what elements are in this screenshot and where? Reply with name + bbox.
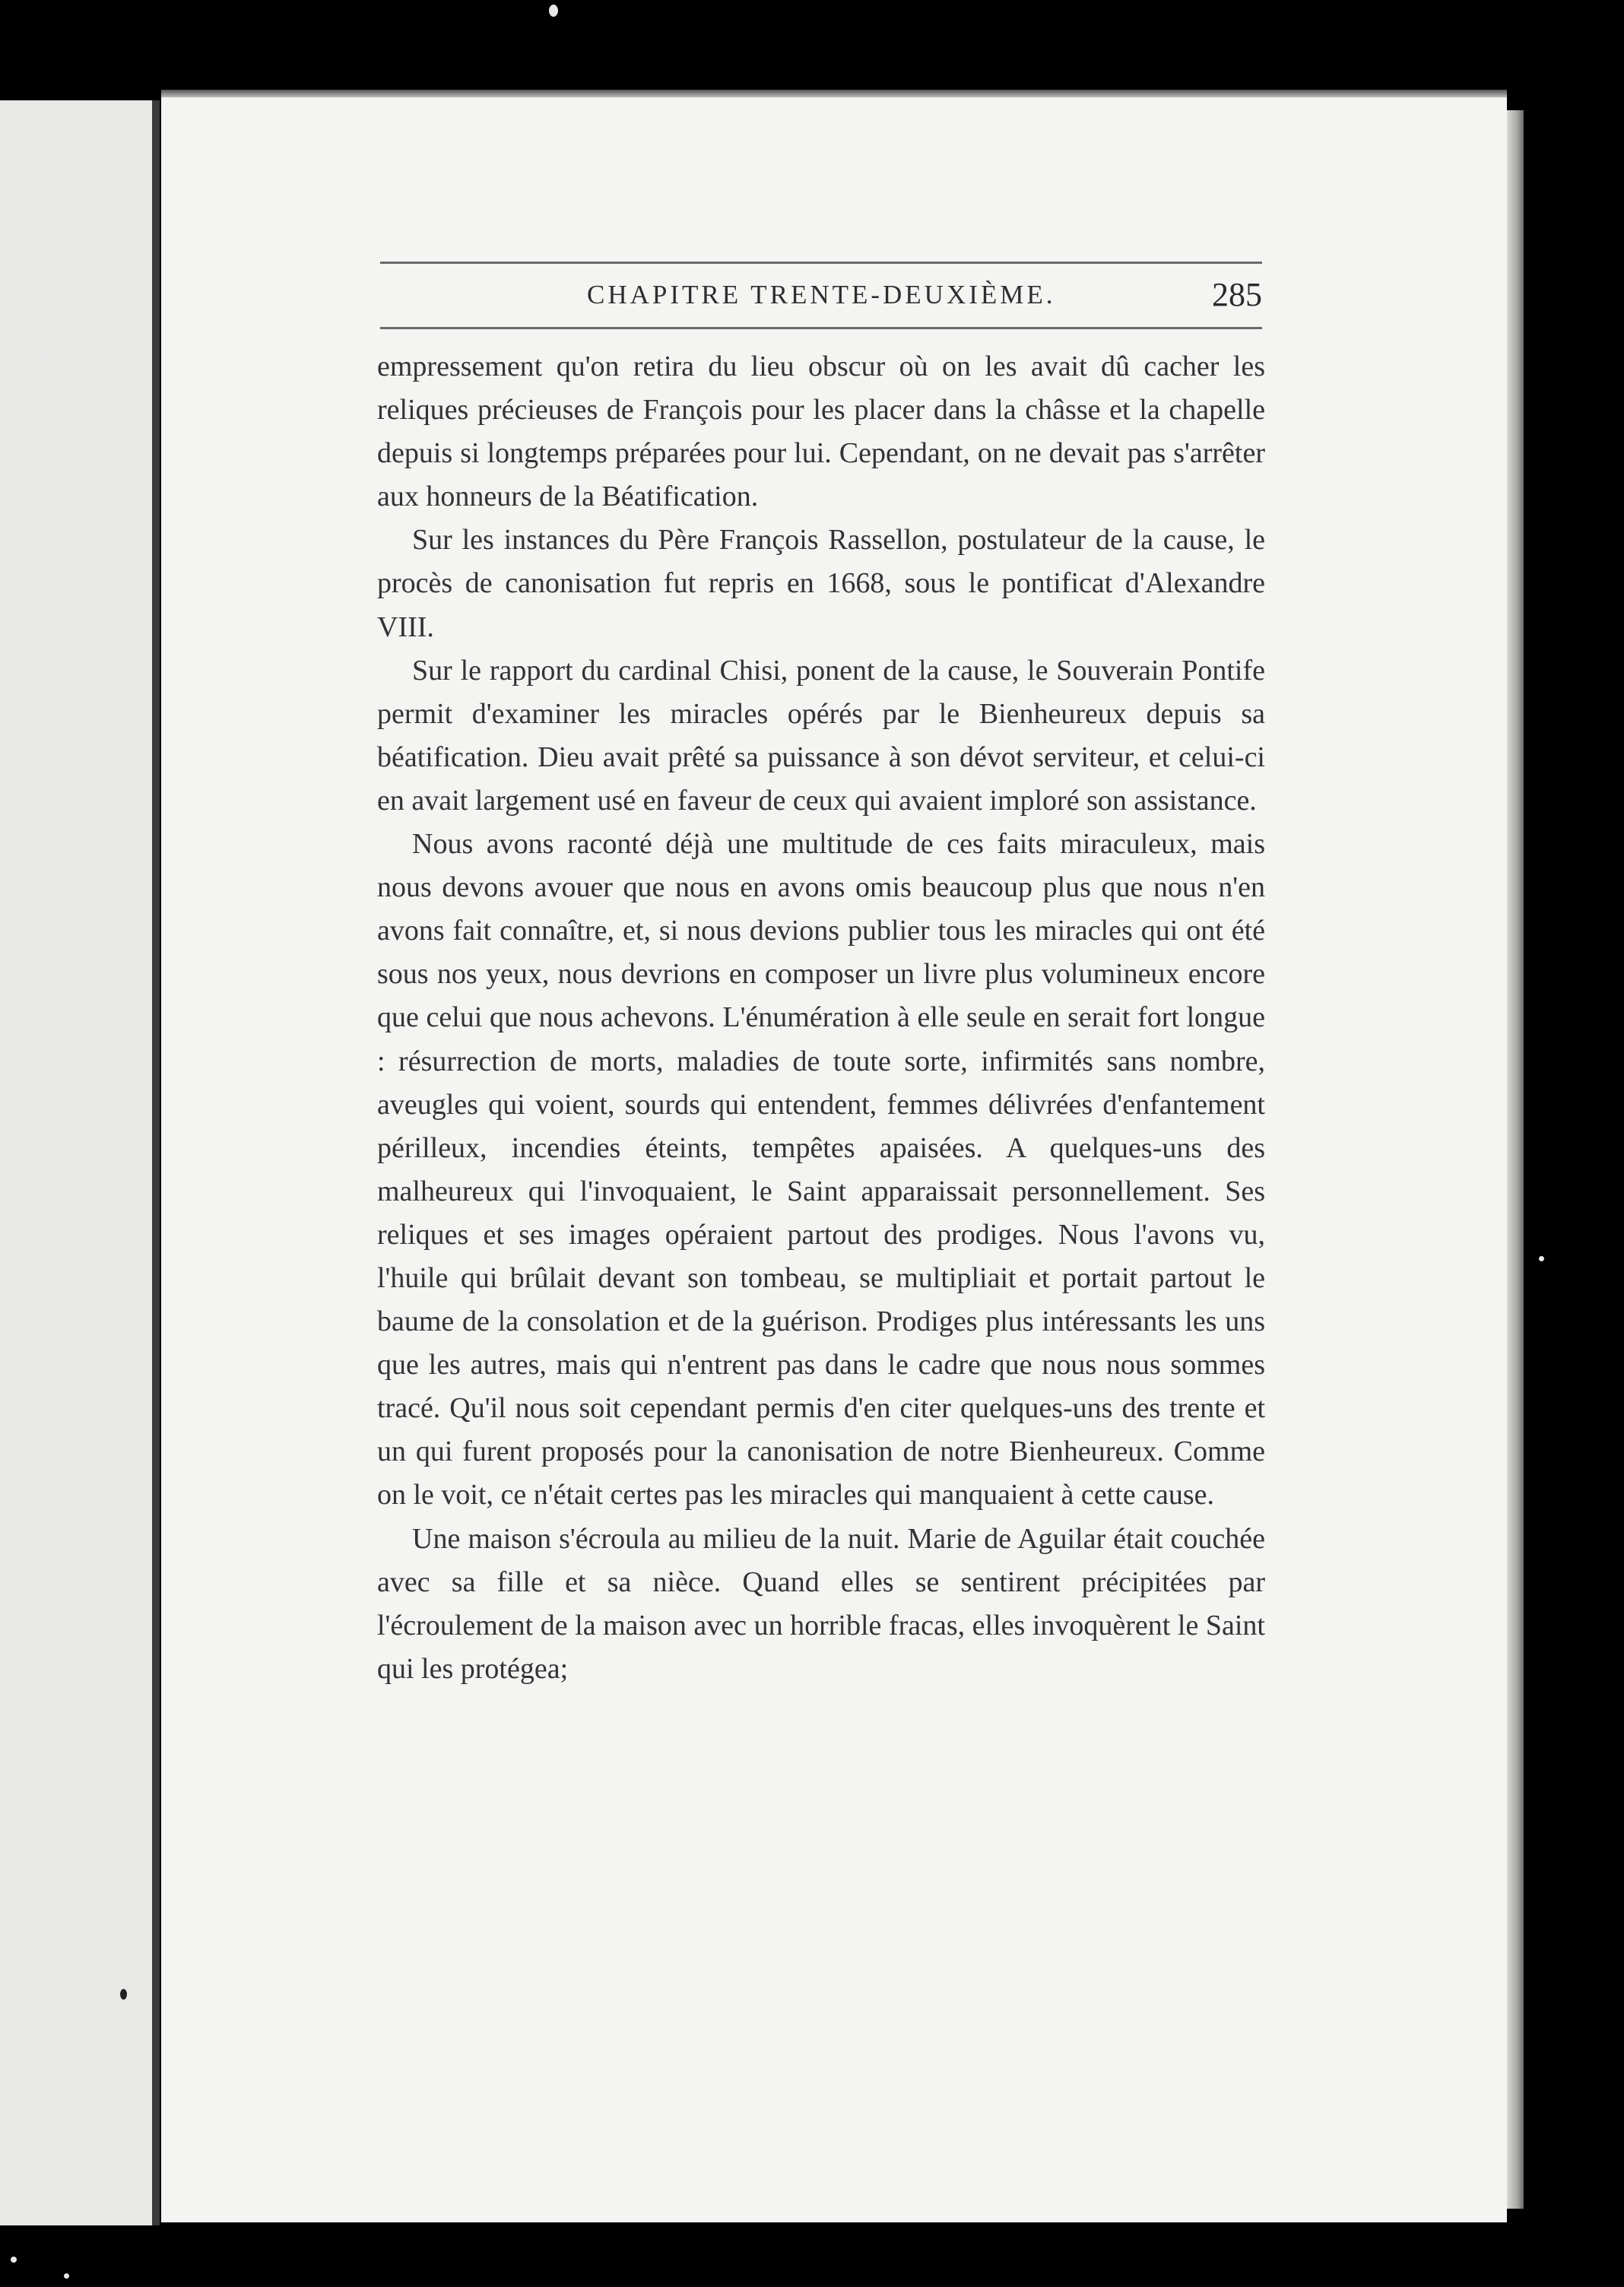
running-head: [380, 276, 1262, 318]
header-rule-top: [380, 262, 1262, 264]
gutter-shadow: [152, 100, 160, 2225]
paragraph: Nous avons raconté déjà une multitude de ces faits miraculeux, mais nous devons avouer que nous en avons omis beaucoup plus que nous n'en avons fait connaître, et, si nous devions publier tous les miracles qui ont été sous nos yeux, nous devrions en composer un livre plus volumineux encore que celui que nous achevons. L'énumération à elle seule en serait fort longue : résurrection de morts, maladies de toute sorte, infirmités sans nombre, aveugles qui voient, sourds qui entendent, femmes délivrées d'enfantement périlleux, incendies éteints, tempêtes apaisées. A quelques-uns des malheureux qui l'invoquaient, le Saint apparaissait personnellement. Ses reliques et ses images opéraient partout des prodiges. Nous l'avons vu, l'huile qui brûlait devant son tombeau, se multipliait et portait partout le baume de la consolation et de la guérison. Prodiges plus intéressants les uns que les autres, mais qui n'entrent pas dans le cadre que nous nous sommes tracé. Qu'il nous soit cependant permis d'en citer quelques-uns des trente et un qui furent proposés pour la canonisation de notre Bienheureux. Comme on le voit, ce n'était certes pas les miracles qui manquaient à cette cause.: [377, 828, 1265, 1511]
page-number: 285: [1212, 276, 1262, 313]
paragraph: Sur le rapport du cardinal Chisi, ponent de la cause, le Souverain Pontife permit d'examiner les miracles opérés par le Bienheureux depuis sa béatification. Dieu avait prêté sa puissance à son dévot serviteur, et celui-ci en avait largement usé en faveur de ceux qui avaient imploré son assistance.: [377, 654, 1265, 817]
page-right-edge: [1507, 110, 1524, 2209]
paragraph-continued: empressement qu'on retira du lieu obscur où on les avait dû cacher les reliques précieuses de François pour les placer dans la châsse et la chapelle depuis si longtemps préparées pour lui. Cependant, on ne devait pas s'arrêter aux honneurs de la Béatification.: [377, 351, 1265, 513]
scan-speck: [1539, 1256, 1544, 1261]
paragraph: Sur les instances du Père François Rassellon, postulateur de la cause, le procès de canonisation fut repris en 1668, sous le pontificat d'Alexandre VIII.: [377, 524, 1265, 643]
header-rule-bottom: [380, 327, 1262, 329]
scan-speck: [44, 351, 48, 355]
scan-speck: [120, 1989, 127, 2000]
scan-speck: [11, 2257, 17, 2263]
chapter-title: CHAPITRE TRENTE-DEUXIÈME.: [587, 280, 1056, 309]
scan-speck: [549, 5, 558, 17]
body-text: [377, 345, 1265, 1691]
facing-page-edge: [0, 100, 157, 2225]
paragraph: Une maison s'écroula au milieu de la nuit. Marie de Aguilar était couchée avec sa fille et sa nièce. Quand elles se sentirent précipitées par l'écroulement de la maison avec un horrible fracas, elles invoquèrent le Saint qui les protégea;: [377, 1522, 1265, 1685]
scan-speck: [64, 2273, 69, 2279]
